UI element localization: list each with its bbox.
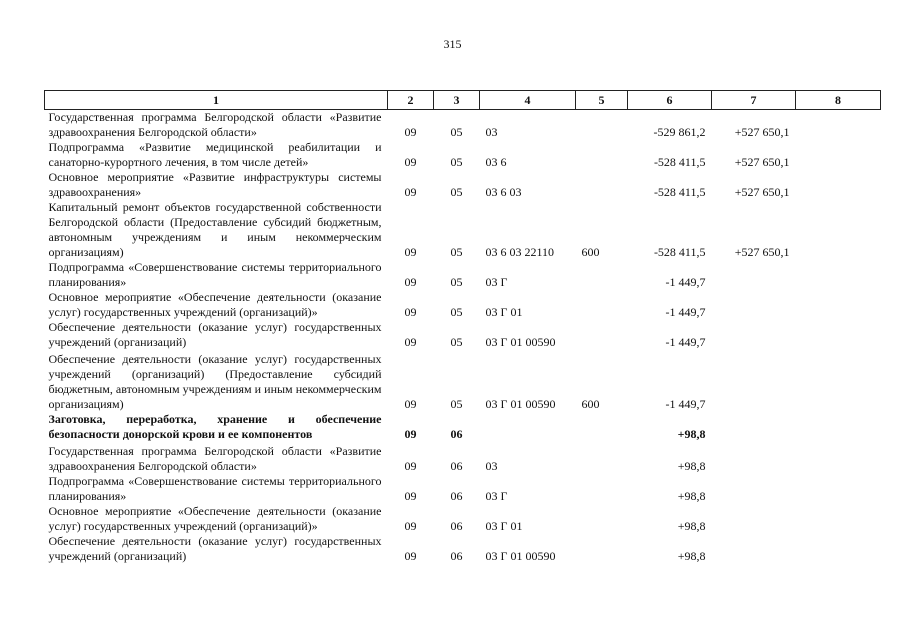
table-row xyxy=(45,474,881,504)
row-section-code: 09 xyxy=(404,489,417,503)
row-amount-change-3 xyxy=(796,140,881,170)
row-amount-change-2 xyxy=(712,442,796,474)
row-subsection-code: 05 xyxy=(450,397,463,411)
budget-table-container xyxy=(44,90,880,564)
table-row xyxy=(45,320,881,350)
row-amount-change: -1 449,7 xyxy=(665,397,706,411)
row-subsection-code: 06 xyxy=(450,549,463,563)
row-section-code: 09 xyxy=(404,125,417,139)
row-section-code: 09 xyxy=(404,427,417,441)
table-header-row xyxy=(45,91,881,110)
row-amount-change: -528 411,5 xyxy=(653,155,706,169)
row-expense-type xyxy=(576,140,628,170)
row-description: Основное мероприятие «Обеспечение деятельности (оказание услуг) государственных учреждений (организаций)» xyxy=(48,504,382,533)
row-amount-change: -1 449,7 xyxy=(665,305,706,319)
column-header-4: 4 xyxy=(480,91,576,110)
row-expense-type xyxy=(576,170,628,200)
row-amount-change-3 xyxy=(796,290,881,320)
row-section-code: 09 xyxy=(404,155,417,169)
row-amount-change-3 xyxy=(796,474,881,504)
row-expense-type xyxy=(576,442,628,474)
row-section-code: 09 xyxy=(404,305,417,319)
row-target-article: 03 Г 01 00590 xyxy=(485,397,556,411)
row-amount-change-2 xyxy=(712,320,796,350)
table-row xyxy=(45,200,881,260)
row-target-article: 03 Г xyxy=(485,489,508,503)
row-expense-type xyxy=(576,110,628,141)
row-amount-change-2 xyxy=(712,474,796,504)
page-number: 315 xyxy=(443,37,462,51)
row-expense-type xyxy=(576,260,628,290)
row-subsection-code: 05 xyxy=(450,185,463,199)
table-row xyxy=(45,170,881,200)
row-subsection-code: 05 xyxy=(450,275,463,289)
row-amount-change: +98,8 xyxy=(677,549,706,563)
row-target-article: 03 Г 01 xyxy=(485,305,523,319)
row-description: Основное мероприятие «Обеспечение деятельности (оказание услуг) государственных учреждений (организаций)» xyxy=(48,290,382,319)
row-target-article: 03 Г 01 00590 xyxy=(485,549,556,563)
row-amount-change-3 xyxy=(796,442,881,474)
row-amount-change-3 xyxy=(796,350,881,412)
row-description: Подпрограмма «Совершенствование системы территориального планирования» xyxy=(48,260,382,289)
table-row xyxy=(45,140,881,170)
row-section-code: 09 xyxy=(404,519,417,533)
row-amount-change-3 xyxy=(796,110,881,141)
row-expense-type xyxy=(576,320,628,350)
row-amount-change: +98,8 xyxy=(677,519,706,533)
row-expense-type xyxy=(576,290,628,320)
row-subsection-code: 06 xyxy=(450,427,463,441)
row-expense-type xyxy=(576,504,628,534)
column-header-3: 3 xyxy=(434,91,480,110)
table-row xyxy=(45,412,881,442)
table-row xyxy=(45,110,881,141)
row-section-code: 09 xyxy=(404,185,417,199)
row-description: Обеспечение деятельности (оказание услуг) государственных учреждений (организаций) xyxy=(48,534,382,563)
table-row xyxy=(45,290,881,320)
row-amount-change-3 xyxy=(796,200,881,260)
row-target-article: 03 Г xyxy=(485,275,508,289)
row-amount-change-3 xyxy=(796,170,881,200)
row-target-article: 03 6 xyxy=(485,155,507,169)
budget-table xyxy=(44,90,881,564)
row-description: Подпрограмма «Совершенствование системы территориального планирования» xyxy=(48,474,382,503)
row-section-code: 09 xyxy=(404,275,417,289)
row-amount-change-2 xyxy=(712,260,796,290)
row-subsection-code: 05 xyxy=(450,335,463,349)
column-header-1: 1 xyxy=(45,91,388,110)
row-amount-change-2 xyxy=(712,504,796,534)
row-amount-change: -529 861,2 xyxy=(653,125,706,139)
table-body xyxy=(45,110,881,565)
row-section-code: 09 xyxy=(404,459,417,473)
row-description: Заготовка, переработка, хранение и обеспечение безопасности донорской крови и ее компонентов xyxy=(48,412,382,441)
row-description: Капитальный ремонт объектов государственной собственности Белгородской области (Предоставление субсидий бюджетным, автономным учреждениям и иным некоммерческим организациям) xyxy=(48,200,382,259)
row-section-code: 09 xyxy=(404,397,417,411)
column-header-5: 5 xyxy=(576,91,628,110)
row-subsection-code: 05 xyxy=(450,155,463,169)
row-amount-change: +98,8 xyxy=(677,427,706,441)
row-amount-change: +98,8 xyxy=(677,489,706,503)
row-amount-change-2 xyxy=(712,290,796,320)
row-amount-change-3 xyxy=(796,504,881,534)
table-row xyxy=(45,534,881,564)
row-target-article: 03 Г 01 00590 xyxy=(485,335,556,349)
row-amount-change-2: +527 650,1 xyxy=(734,185,790,199)
row-target-article: 03 6 03 22110 xyxy=(485,245,555,259)
row-target-article: 03 6 03 xyxy=(485,185,522,199)
row-subsection-code: 06 xyxy=(450,489,463,503)
row-target-article: 03 xyxy=(485,125,498,139)
column-header-6: 6 xyxy=(628,91,712,110)
row-section-code: 09 xyxy=(404,245,417,259)
table-row xyxy=(45,350,881,412)
row-description: Государственная программа Белгородской области «Развитие здравоохранения Белгородской области» xyxy=(48,110,382,139)
column-header-2: 2 xyxy=(388,91,434,110)
row-subsection-code: 05 xyxy=(450,305,463,319)
table-row xyxy=(45,504,881,534)
column-header-7: 7 xyxy=(712,91,796,110)
row-description: Обеспечение деятельности (оказание услуг) государственных учреждений (организаций) xyxy=(48,320,382,349)
row-amount-change-2: +527 650,1 xyxy=(734,245,790,259)
row-description: Основное мероприятие «Развитие инфраструктуры системы здравоохранения» xyxy=(48,170,382,199)
row-amount-change: -528 411,5 xyxy=(653,185,706,199)
row-expense-type xyxy=(576,474,628,504)
row-description: Государственная программа Белгородской области «Развитие здравоохранения Белгородской области» xyxy=(48,444,382,473)
row-amount-change-2 xyxy=(712,350,796,412)
row-target-article: 03 xyxy=(485,459,498,473)
table-row xyxy=(45,260,881,290)
row-expense-type xyxy=(576,534,628,564)
row-expense-type xyxy=(576,412,628,442)
row-section-code: 09 xyxy=(404,335,417,349)
row-description: Подпрограмма «Развитие медицинской реабилитации и санаторно-курортного лечения, в том числе детей» xyxy=(48,140,382,169)
row-subsection-code: 06 xyxy=(450,459,463,473)
row-amount-change-2: +527 650,1 xyxy=(734,125,790,139)
row-expense-type: 600 xyxy=(581,245,600,259)
row-amount-change: -1 449,7 xyxy=(665,335,706,349)
row-amount-change-3 xyxy=(796,260,881,290)
row-amount-change-3 xyxy=(796,412,881,442)
row-amount-change-3 xyxy=(796,534,881,564)
row-section-code: 09 xyxy=(404,549,417,563)
row-subsection-code: 06 xyxy=(450,519,463,533)
column-header-8: 8 xyxy=(796,91,881,110)
table-row xyxy=(45,442,881,474)
row-subsection-code: 05 xyxy=(450,245,463,259)
row-amount-change: +98,8 xyxy=(677,459,706,473)
row-expense-type: 600 xyxy=(581,397,600,411)
row-amount-change-2 xyxy=(712,534,796,564)
row-amount-change-2: +527 650,1 xyxy=(734,155,790,169)
row-target-article: 03 Г 01 xyxy=(485,519,523,533)
row-amount-change-2 xyxy=(712,412,796,442)
row-target-article xyxy=(480,412,576,442)
row-amount-change: -528 411,5 xyxy=(653,245,706,259)
row-amount-change: -1 449,7 xyxy=(665,275,706,289)
row-subsection-code: 05 xyxy=(450,125,463,139)
row-description: Обеспечение деятельности (оказание услуг) государственных учреждений (организаций) (Предоставление субсидий бюджетным, автономным учреждениям и иным некоммерческим организациям) xyxy=(48,352,382,411)
row-amount-change-3 xyxy=(796,320,881,350)
